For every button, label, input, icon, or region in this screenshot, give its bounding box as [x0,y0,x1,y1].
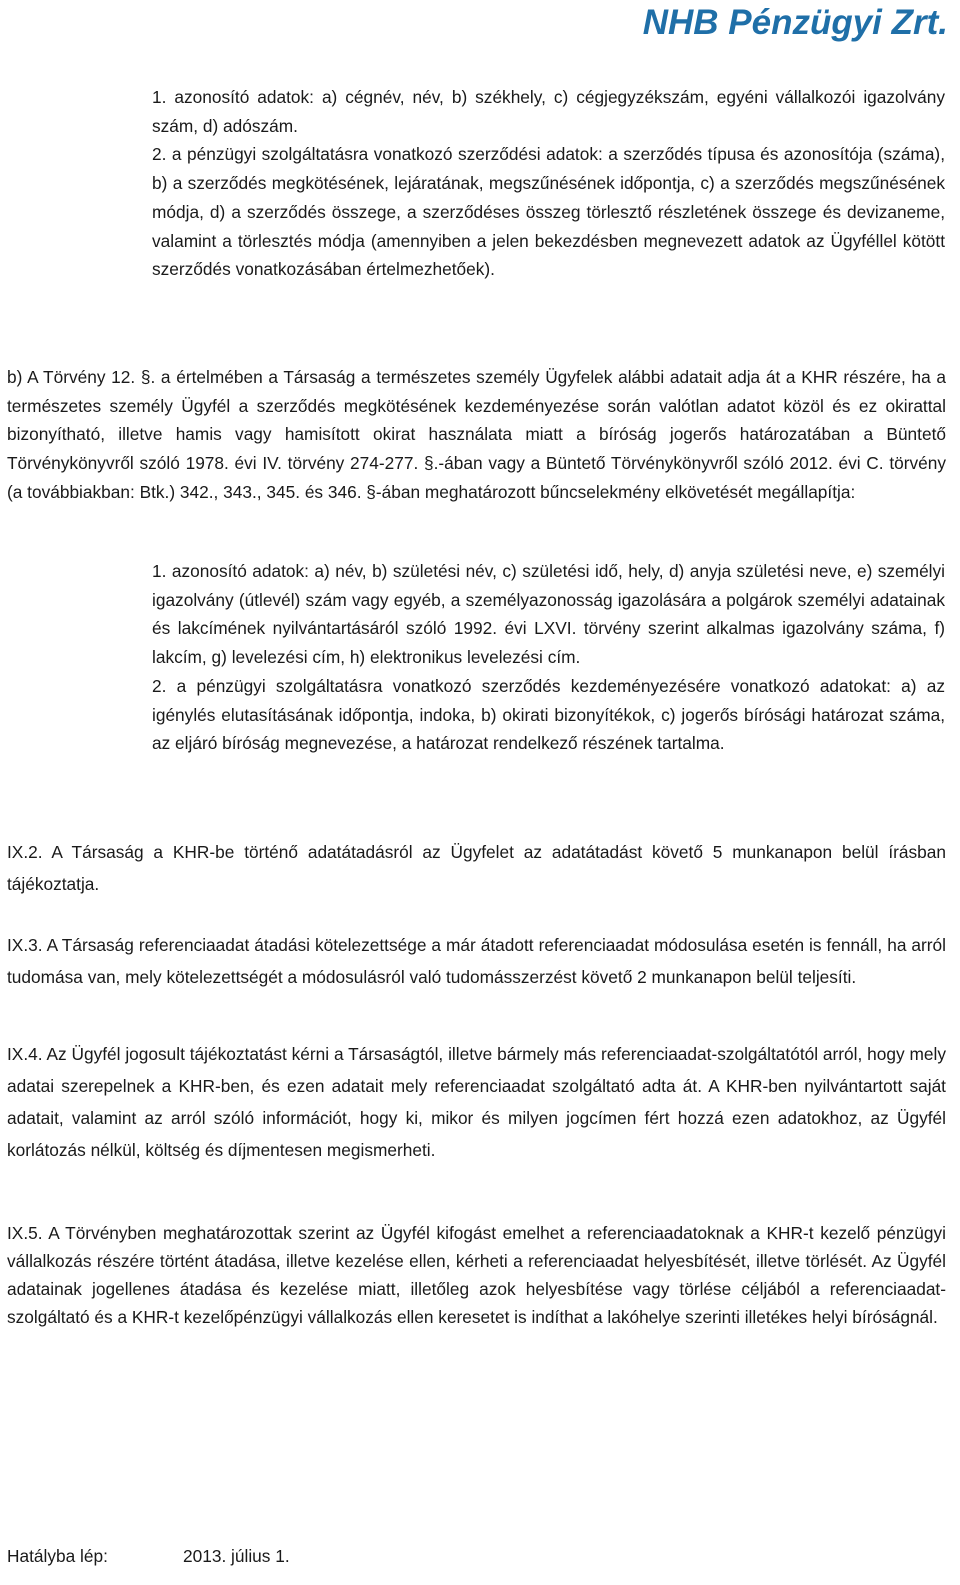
company-name: NHB Pénzügyi Zrt. [642,3,948,42]
list-item: 2. a pénzügyi szolgáltatásra vonatkozó szerződés kezdeményezésére vonatkozó adatokat: a) az igénylés elutasításának időpontja, indoka, b) okirati bizonyítékok, c) jogerős bírósági határozat száma, az eljáró bíróság megnevezése, a határozat rendelkező részének tartalma. [152,675,945,754]
paragraph-b-natural-persons: b) A Törvény 12. §. a értelmében a Társaság a természetes személy Ügyfelek alábbi adatait adja át a KHR részére, ha a természetes személy Ügyfél a szerződés megkötésének kezdeményezése során valótlan adatot közöl és ez okirattal bizonyítható, illetve hamis vagy hamisított okirat használata miatt a bíróság jogerős határozatában a Büntető Törvénykönyvről szóló 1978. évi IV. törvény 274-277. §.-ában vagy a Büntető Törvénykönyvről szóló 2012. évi C. törvény (a továbbiakban: Btk.) 342., 343., 345. és 346. §-ában meghatározott bűncselekmény elkövetését megállapítja: [7,367,946,502]
list-item: 2. a pénzügyi szolgáltatásra vonatkozó szerződési adatok: a szerződés típusa és azonosítója (száma), b) a szerződés megkötésének, lejáratának, megszűnésének időpontja, c) a szerződés megszűnésének módja, d) a szerződés összege, a szerződéses összeg törlesztő részletének összege és devizaneme, valamint a törlesztés módja (amennyiben a jelen bekezdésben megnevezett adatok az Ügyféllel kötött szerződés vonatkozásában értelmezhetőek). [152,144,945,280]
list-item: 1. azonosító adatok: a) cégnév, név, b) székhely, c) cégjegyzékszám, egyéni vállalkozói igazolvány szám, d) adószám. [152,87,945,136]
section-ix-4: IX.4. Az Ügyfél jogosult tájékoztatást kérni a Társaságtól, illetve bármely más referenciaadat-szolgáltatótól arról, hogy mely adatai szerepelnek a KHR-ben, és ezen adatait mely referenciaadat szolgáltató adta át. A KHR-ben nyilvántartott saját adatait, valamint az arról szóló információt, hogy ki, mikor és milyen jogcímen fért hozzá ezen adatokhoz, az Ügyfél korlátozás nélkül, költség és díjmentesen megismerheti. [7,1044,946,1160]
effective-date-label: Hatályba lép: [7,1546,108,1566]
section-ix-5: IX.5. A Törvényben meghatározottak szerint az Ügyfél kifogást emelhet a referenciaadatoknak a KHR-t kezelő pénzügyi vállalkozás részére történt átadása, illetve kezelése ellen, kérheti a referenciaadat helyesbítését, illetve törlését. Az Ügyfél adatainak jogellenes átadása és kezelése miatt, illetőleg azok helyesbítése vagy törlése céljából a referenciaadat-szolgáltató és a KHR-t kezelőpénzügyi vállalkozás ellen keresetet is indíthat a lakóhelye szerinti illetékes helyi bíróságnál. [7,1223,946,1327]
data-list-natural-persons [152,557,945,758]
section-ix-3: IX.3. A Társaság referenciaadat átadási kötelezettsége a már átadott referenciaadat módosulása esetén is fennáll, ha arról tudomása van, mely kötelezettségét a módosulásról való tudomásszerzést követő 2 munkanapon belül teljesíti. [7,935,946,987]
data-list-legal-entities [152,83,945,284]
section-ix-2: IX.2. A Társaság a KHR-be történő adatátadásról az Ügyfelet az adatátadást követő 5 munkanapon belül írásban tájékoztatja. [7,842,946,894]
effective-date [7,1542,290,1570]
effective-date-value: 2013. július 1. [183,1546,290,1566]
list-item: 1. azonosító adatok: a) név, b) születési név, c) születési idő, hely, d) anyja születési neve, e) személyi igazolvány (útlevél) szám vagy egyéb, a személyazonosság igazolására a polgárok személyi adatainak és lakcímének nyilvántartásáról szóló 1992. évi LXVI. törvény szerint alkalmas igazolvány száma, f) lakcím, g) levelezési cím, h) elektronikus levelezési cím. [152,561,945,668]
